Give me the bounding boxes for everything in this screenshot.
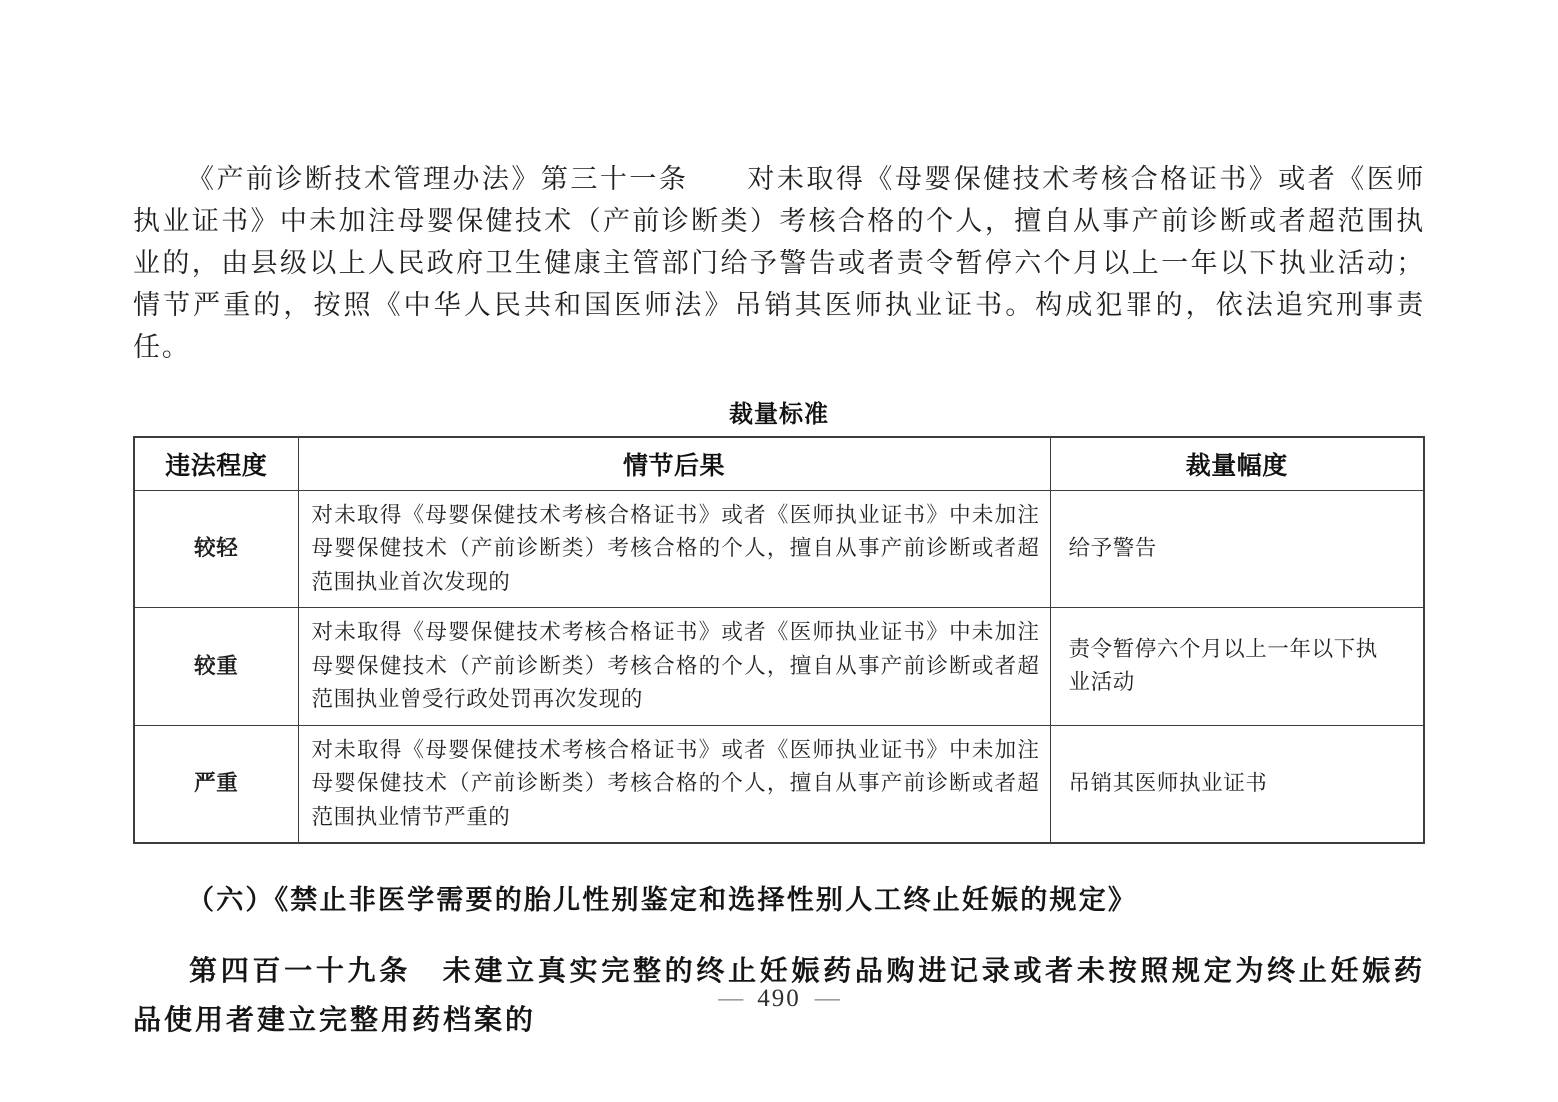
table-row-minor xyxy=(134,490,1424,608)
col-header-circumstance: 情节后果 xyxy=(298,437,1050,490)
article-paragraph: 第四百一十九条 未建立真实完整的终止妊娠药品购进记录或者未按照规定为终止妊娠药品使用者建立完整用药档案的 xyxy=(133,956,1425,1036)
circumstance-cell: 对未取得《母婴保健技术考核合格证书》或者《医师执业证书》中未加注母婴保健技术（产前诊断类）考核合格的个人，擅自从事产前诊断或者超范围执业情节严重的 xyxy=(298,725,1050,843)
table-title: 裁量标准 xyxy=(729,401,829,428)
page-footer xyxy=(0,985,1558,1013)
col-header-discretion-range: 裁量幅度 xyxy=(1050,437,1424,490)
degree-cell: 严重 xyxy=(134,725,298,843)
footer-dash-left: — xyxy=(718,985,744,1012)
col-header-violation-degree: 违法程度 xyxy=(134,437,298,490)
page-content xyxy=(133,0,1425,1045)
intro-paragraph: 《产前诊断技术管理办法》第三十一条 对未取得《母婴保健技术考核合格证书》或者《医师执业证书》中未加注母婴保健技术（产前诊断类）考核合格的个人，擅自从事产前诊断或者超范围执业的，由县级以上人民政府卫生健康主管部门给予警告或者责令暂停六个月以上一年以下执业活动；情节严重的，按照《中华人民共和国医师法》吊销其医师执业证书。构成犯罪的，依法追究刑事责任。 xyxy=(133,164,1425,362)
discretion-standards-table xyxy=(133,436,1425,844)
circumstance-cell: 对未取得《母婴保健技术考核合格证书》或者《医师执业证书》中未加注母婴保健技术（产前诊断类）考核合格的个人，擅自从事产前诊断或者超范围执业首次发现的 xyxy=(298,490,1050,608)
circumstance-cell: 对未取得《母婴保健技术考核合格证书》或者《医师执业证书》中未加注母婴保健技术（产前诊断类）考核合格的个人，擅自从事产前诊断或者超范围执业曾受行政处罚再次发现的 xyxy=(298,608,1050,726)
section-heading: （六）《禁止非医学需要的胎儿性别鉴定和选择性别人工终止妊娠的规定》 xyxy=(187,885,1138,915)
table-header-row xyxy=(134,437,1424,490)
range-cell: 责令暂停六个月以上一年以下执业活动 xyxy=(1050,608,1424,726)
degree-cell: 较重 xyxy=(134,608,298,726)
degree-cell: 较轻 xyxy=(134,490,298,608)
range-cell: 吊销其医师执业证书 xyxy=(1050,725,1424,843)
table-row-moderate xyxy=(134,608,1424,726)
page-number: 490 xyxy=(757,985,801,1012)
table-row-severe xyxy=(134,725,1424,843)
range-cell: 给予警告 xyxy=(1050,490,1424,608)
footer-dash-right: — xyxy=(814,985,840,1012)
